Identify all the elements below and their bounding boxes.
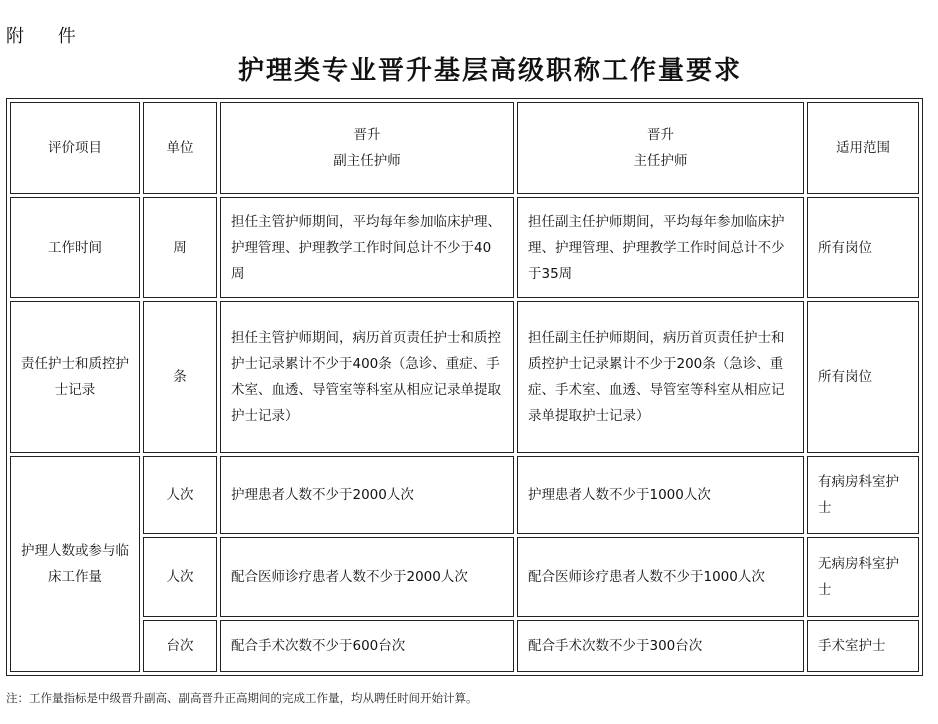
header-scope: 适用范围	[807, 102, 919, 194]
cell-unit-patients-surgery: 台次	[143, 620, 217, 672]
cell-deputy-patients-surgery: 配合手术次数不少于600台次	[220, 620, 514, 672]
table-row-patients-ward	[10, 456, 919, 534]
footnote: 注：工作量指标是中级晋升副高、副高晋升正高期间的完成工作量，均从聘任时间开始计算。	[6, 691, 478, 705]
header-deputy-chief-nurse	[220, 102, 514, 194]
header-chief-line2: 主任护师	[633, 153, 688, 169]
workload-requirements-table	[6, 98, 923, 676]
cell-item-work-time: 工作时间	[10, 197, 140, 298]
cell-chief-patients-no-ward: 配合医师诊疗患者人数不少于1000人次	[517, 537, 804, 617]
table-row-records	[10, 301, 919, 453]
cell-deputy-patients-no-ward: 配合医师诊疗患者人数不少于2000人次	[220, 537, 514, 617]
cell-item-records: 责任护士和质控护士记录	[10, 301, 140, 453]
table-row-work-time	[10, 197, 919, 298]
table-header-row	[10, 102, 919, 194]
header-chief-nurse	[517, 102, 804, 194]
cell-scope-patients-no-ward: 无病房科室护士	[807, 537, 919, 617]
table-row-patients-no-ward	[10, 537, 919, 617]
table-row-patients-surgery	[10, 620, 919, 672]
document-title: 护理类专业晋升基层高级职称工作量要求	[237, 56, 742, 86]
cell-chief-patients-surgery: 配合手术次数不少于300台次	[517, 620, 804, 672]
header-unit: 单位	[143, 102, 217, 194]
header-deputy-line2: 副主任护师	[333, 153, 401, 169]
cell-unit-work-time: 周	[143, 197, 217, 298]
cell-scope-records: 所有岗位	[807, 301, 919, 453]
cell-chief-work-time: 担任副主任护师期间，平均每年参加临床护理、护理管理、护理教学工作时间总计不少于35周	[517, 197, 804, 298]
header-deputy-line1: 晋升	[353, 127, 381, 143]
cell-unit-records: 条	[143, 301, 217, 453]
cell-deputy-records: 担任主管护师期间，病历首页责任护士和质控护士记录累计不少于400条（急诊、重症、手术室、血透、导管室等科室从相应记录单提取护士记录）	[220, 301, 514, 453]
cell-scope-patients-ward: 有病房科室护士	[807, 456, 919, 534]
cell-chief-patients-ward: 护理患者人数不少于1000人次	[517, 456, 804, 534]
cell-scope-patients-surgery: 手术室护士	[807, 620, 919, 672]
cell-deputy-work-time: 担任主管护师期间，平均每年参加临床护理、护理管理、护理教学工作时间总计不少于40周	[220, 197, 514, 298]
header-chief-line1: 晋升	[647, 127, 674, 143]
header-evaluation-item: 评价项目	[10, 102, 140, 194]
cell-deputy-patients-ward: 护理患者人数不少于2000人次	[220, 456, 514, 534]
cell-chief-records: 担任副主任护师期间，病历首页责任护士和质控护士记录累计不少于200条（急诊、重症、手术室、血透、导管室等科室从相应记录单提取护士记录）	[517, 301, 804, 453]
cell-unit-patients-ward: 人次	[143, 456, 217, 534]
cell-unit-patients-no-ward: 人次	[143, 537, 217, 617]
cell-item-patients: 护理人数或参与临床工作量	[10, 456, 140, 672]
attachment-label: 附 件	[6, 26, 90, 47]
cell-scope-work-time: 所有岗位	[807, 197, 919, 298]
